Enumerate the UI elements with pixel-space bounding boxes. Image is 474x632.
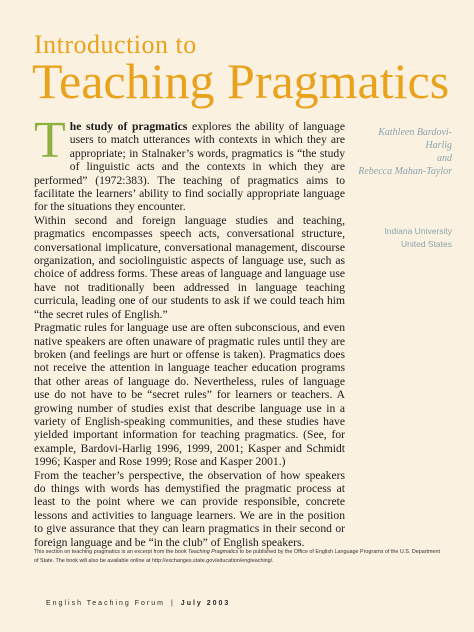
- article-body: [34, 112, 345, 549]
- footnote: This section on teaching pragmatics is an excerpt from the book Teaching Pragmatics to be published by the Office of English Language Programs of the U.S. Department of State. The book will also be available online at http://exchanges.state.gov/education/engteaching/.: [34, 549, 441, 564]
- article-title-line2: Teaching Pragmatics: [32, 53, 450, 109]
- journal-name: English Teaching Forum: [46, 600, 165, 607]
- affiliation-block: [352, 225, 452, 251]
- author-2: Rebecca Mahan-Taylor: [358, 166, 452, 177]
- paragraph-3: Pragmatic rules for language use are often subconscious, and even native speakers are often unaware of pragmatic rules until they are broken (and feelings are hurt or offense is taken). Pragmatics does not receive the attention in language teacher education programs that other areas of language do. Nevertheless, rules of language use do not have to be “secret rules” for learners or teachers. A growing number of studies exist that describe language use in a variety of English-speaking communities, and these studies have yielded important information for teaching pragmatics. (See, for example, Bardovi-Harlig 1996, 1999, 2001; Kasper and Schmidt 1996; Kasper and Rose 1999; Rose and Kasper 2001.): [34, 321, 345, 469]
- page-footer: [46, 600, 230, 607]
- paragraph-1-text: explores the ability of language users to match utterances with contexts in which they are appropriate; in Stalnaker’s words, pragmatics is “the study of linguistic acts and the contexts in which they are performed” (1972:383). The teaching of pragmatics aims to facilitate the learners’ ability to find socially appropriate language for the situations they encounter.: [34, 120, 345, 214]
- author-conjunction: and: [437, 153, 452, 164]
- article-title-line1: Introduction to: [34, 30, 197, 59]
- paragraph-1: [34, 112, 345, 214]
- lead-phrase: he study of pragmatics: [69, 120, 188, 133]
- paragraph-4: From the teacher’s perspective, the observation of how speakers do things with words has demystified the pragmatic process at least to the point where we can provide responsible, concrete lessons and activities to language learners. We are in the position to give assurance that they can learn pragmatics in their second or foreign language and be “in the club” of English speakers.: [34, 468, 345, 549]
- affiliation-line2: United States: [400, 239, 452, 249]
- issue-date: July 2003: [180, 600, 231, 607]
- footer-separator: |: [170, 600, 175, 607]
- author-1: Kathleen Bardovi-Harlig: [378, 127, 452, 151]
- affiliation-line1: Indiana University: [384, 226, 452, 236]
- book-title: Teaching Pragmatics: [188, 549, 239, 555]
- dropcap: T: [34, 112, 66, 169]
- paragraph-2: Within second and foreign language studies and teaching, pragmatics encompasses speech acts, conversational structure, conversational implicature, conversational management, discourse organization, and sociolinguistic aspects of language use, such as choice of address forms. These areas of language and language use have not traditionally been addressed in language teaching curricula, leading one of our students to ask if we could teach him “the secret rules of English.”: [34, 213, 345, 321]
- author-block: [352, 126, 452, 178]
